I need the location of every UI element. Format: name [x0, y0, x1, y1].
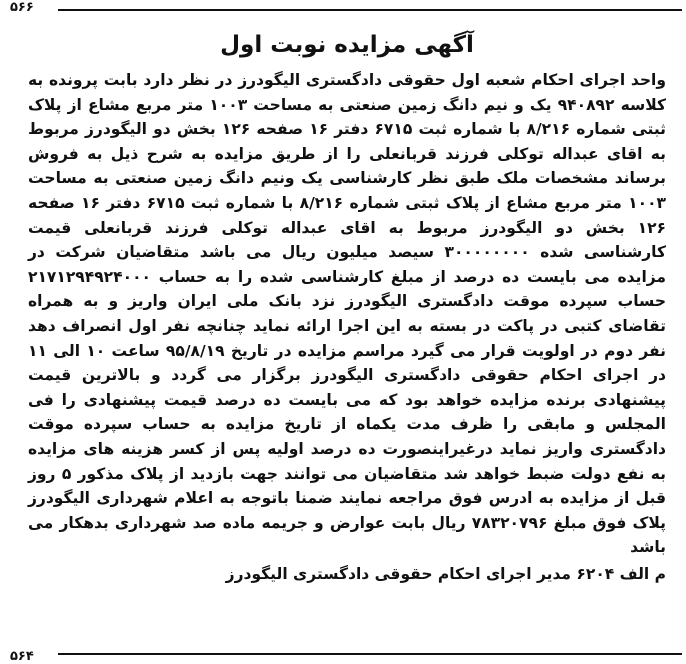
top-divider — [58, 9, 682, 11]
notice-body: واحد اجرای احکام شعبه اول حقوقی دادگستری الیگودرز در نظر دارد بابت پرونده به کلاسه ۹۴۰۸۹۲ یک و نیم دانگ زمین صنعتی به مساحت ۱۰۰۳ متر مربع مشاع از پلاک ثبتی شماره ۸/۲۱۶ با شماره ثبت ۶۷۱۵ دفتر ۱۶ صفحه ۱۲۶ بخش دو الیگودرز مربوط به اقای عبداله توکلی فرزند قربانعلی را از طریق مزایده به شرح ذیل به فروش برساند مشخصات ملک طبق نظر کارشناسی یک ونیم دانگ زمین صنعتی به مساحت ۱۰۰۳ متر مربع مشاع از پلاک ثبتی شماره ۸/۲۱۶ با شماره ثبت ۶۷۱۵ دفتر ۱۶ صفحه ۱۲۶ بخش دو الیگودرز مربوط به اقای عبداله توکلی فرزند قربانعلی قیمت کارشناسی شده ۳۰۰۰۰۰۰۰۰ سیصد میلیون ریال می باشد متقاضیان شرکت در مزایده می بایست ده درصد از مبلغ کارشناسی شده را به حساب ۲۱۷۱۲۹۴۹۲۴۰۰۰ حساب سپرده موقت دادگستری الیگودرز نزد بانک ملی ایران واریز و به همراه تقاضای کتبی در پاکت در بسته به این اجرا ارائه نماید چنانچه نفر اول انصراف دهد نفر دوم در اولویت قرار می گیرد مراسم مزایده در تاریخ ۹۵/۸/۱۹ ساعت ۱۰ الی ۱۱ در اجرای احکام حقوقی دادگستری الیگودرز برگزار می گردد و بالاترین قیمت پیشنهادی برنده مزایده خواهد بود که می بایست ده درصد قیمت پیشنهادی را فی المجلس و مابقی را ظرف مدت یکماه از تاریخ مزایده به حساب سپرده موقت دادگستری واریز نماید درغیراینصورت ده درصد اولیه پس از کسر هزینه های مزایده به نفع دولت ضبط خواهد شد متقاضیان می توانند جهت بازدید از پلاک مذکور ۵ روز قبل از مزایده به ادرس فوق مراجعه نمایند ضمنا باتوجه به اعلام شهرداری الیگودرز پلاک فوق مبلغ ۷۸۳۲۰۷۹۶ ریال بابت عوارض و جریمه ماده صد شهرداری بدهکار می باشد — [28, 71, 667, 557]
notice-signature: م الف ۶۲۰۴ مدیر اجرای احکام حقوقی دادگستری الیگودرز — [225, 564, 666, 583]
auction-notice — [28, 22, 666, 642]
bottom-divider — [58, 653, 682, 655]
page-number-bottom: ۵۶۴ — [10, 649, 34, 664]
page-number-top: ۵۶۶ — [10, 0, 34, 15]
notice-title: آگهی مزایده نوبت اول — [220, 32, 474, 58]
